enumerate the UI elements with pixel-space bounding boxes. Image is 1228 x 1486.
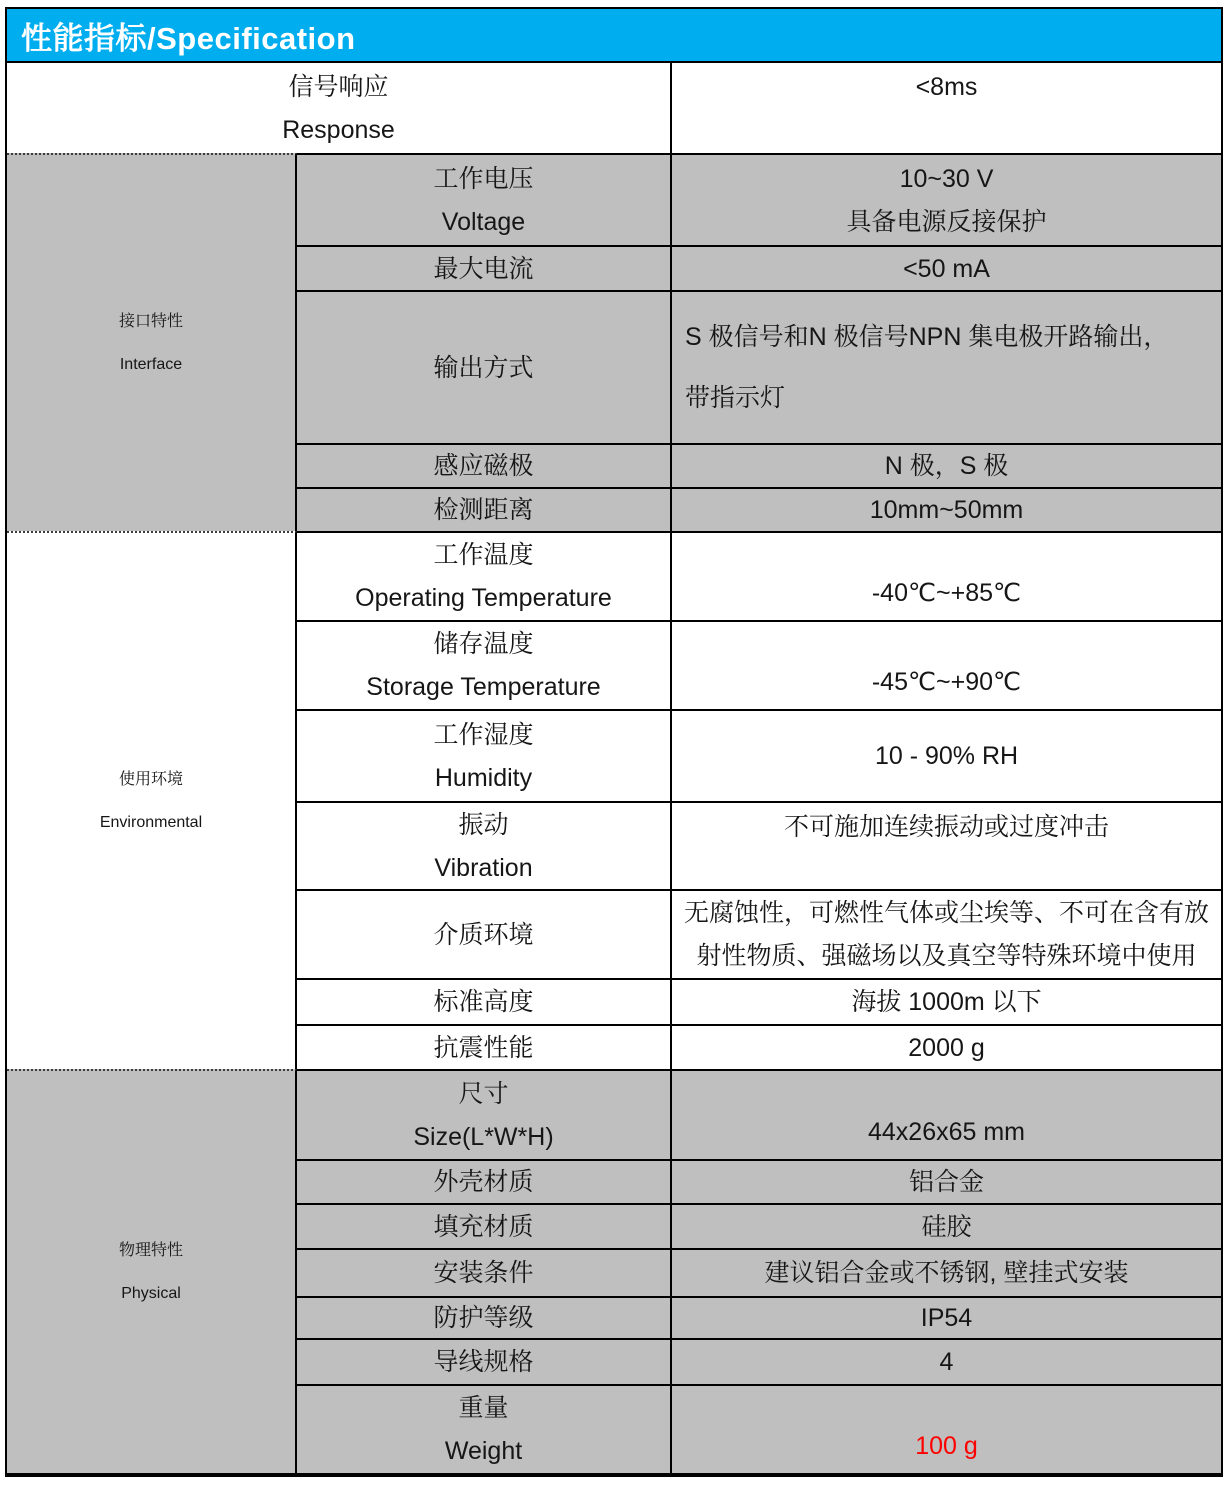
storage-temperature-label-cell	[297, 622, 672, 709]
detect-distance-label-cell	[297, 489, 672, 531]
vibration-value-cell	[672, 803, 1221, 889]
output-mode-value-1: S 极信号和N 极信号NPN 集电极开路输出，	[685, 323, 1169, 351]
medium-environment-label-cell	[297, 891, 672, 978]
humidity-label-en: Humidity	[434, 763, 533, 792]
response-value-cell	[672, 63, 1221, 153]
specification-table	[5, 7, 1223, 1477]
magnetic-pole-value: N 极，S 极	[884, 452, 1009, 480]
response-label-en: Response	[282, 115, 395, 144]
storage-temperature-label-zh: 储存温度	[433, 630, 534, 658]
storage-temperature-value-cell	[672, 622, 1221, 709]
medium-environment-value-cell	[672, 891, 1221, 978]
weight-label-zh: 重量	[458, 1394, 509, 1422]
vibration-label-en: Vibration	[434, 853, 533, 882]
response-value: <8ms	[915, 73, 978, 101]
row-wire-spec	[297, 1338, 1221, 1384]
storage-temperature-label-en: Storage Temperature	[366, 673, 601, 701]
group-physical-name-en: Physical	[121, 1284, 181, 1302]
detect-distance-label-zh: 检测距离	[433, 496, 534, 524]
max-current-value: <50 mA	[903, 254, 990, 283]
ip-rating-label-cell	[297, 1298, 672, 1338]
row-humidity	[297, 709, 1221, 801]
weight-label-cell	[297, 1386, 672, 1473]
humidity-value: 10 - 90% RH	[874, 742, 1019, 770]
wire-spec-value-cell	[672, 1340, 1221, 1384]
vibration-label-zh: 振动	[458, 810, 509, 839]
voltage-label-en: Voltage	[441, 207, 526, 236]
size-label-zh: 尺寸	[458, 1079, 509, 1108]
row-operating-temperature	[297, 531, 1221, 620]
row-ip-rating	[297, 1296, 1221, 1338]
detect-distance-value-cell	[672, 489, 1221, 531]
voltage-value-2: 具备电源反接保护	[846, 207, 1047, 236]
filling-material-value: 硅胶	[921, 1212, 972, 1241]
filling-material-value-cell	[672, 1205, 1221, 1248]
table-header	[7, 9, 1221, 63]
weight-label-en: Weight	[444, 1437, 523, 1465]
voltage-label-zh: 工作电压	[433, 164, 534, 193]
row-altitude	[297, 978, 1221, 1024]
group-environmental-rows	[297, 531, 1221, 1069]
group-interface-name-en: Interface	[119, 355, 183, 373]
shock-resistance-value-cell	[672, 1026, 1221, 1069]
wire-spec-value: 4	[939, 1348, 954, 1376]
housing-material-label-zh: 外壳材质	[433, 1168, 534, 1196]
altitude-value: 海拔 1000m 以下	[851, 988, 1042, 1016]
size-label-cell	[297, 1071, 672, 1159]
row-housing-material	[297, 1159, 1221, 1203]
group-label-interface	[7, 153, 297, 531]
row-mounting	[297, 1248, 1221, 1296]
group-interface-rows	[297, 153, 1221, 531]
housing-material-value-cell	[672, 1161, 1221, 1203]
housing-material-label-cell	[297, 1161, 672, 1203]
max-current-value-cell	[672, 247, 1221, 290]
mounting-value-cell	[672, 1250, 1221, 1296]
mounting-value: 建议铝合金或不锈钢, 壁挂式安装	[764, 1259, 1129, 1287]
row-medium-environment	[297, 889, 1221, 978]
ip-rating-value: IP54	[920, 1304, 973, 1332]
voltage-value-cell	[672, 155, 1221, 245]
group-interface-name-zh: 接口特性	[118, 312, 183, 330]
humidity-label-cell	[297, 711, 672, 801]
output-mode-value-cell	[672, 292, 1221, 443]
filling-material-label-zh: 填充材质	[433, 1212, 534, 1241]
row-storage-temperature	[297, 620, 1221, 709]
table-title: 性能指标/Specification	[21, 20, 356, 56]
group-physical-name-zh: 物理特性	[118, 1241, 183, 1259]
storage-temperature-value: -45℃~+90℃	[871, 668, 1022, 696]
group-label-physical	[7, 1069, 297, 1473]
filling-material-label-cell	[297, 1205, 672, 1248]
operating-temperature-label-en: Operating Temperature	[355, 584, 612, 612]
row-magnetic-pole	[297, 443, 1221, 487]
output-mode-label-cell	[297, 292, 672, 443]
altitude-label-cell	[297, 980, 672, 1024]
response-label-cell	[7, 63, 672, 153]
altitude-label-zh: 标准高度	[433, 988, 534, 1016]
mounting-label-zh: 安装条件	[433, 1259, 534, 1287]
humidity-value-cell	[672, 711, 1221, 801]
row-response	[7, 63, 1221, 153]
row-vibration	[297, 801, 1221, 889]
detect-distance-value: 10mm~50mm	[869, 496, 1024, 524]
group-environmental-name-zh: 使用环境	[118, 770, 183, 788]
magnetic-pole-value-cell	[672, 445, 1221, 487]
weight-value: 100 g	[915, 1432, 978, 1460]
magnetic-pole-label-zh: 感应磁极	[433, 452, 534, 480]
ip-rating-label-zh: 防护等级	[433, 1304, 534, 1332]
altitude-value-cell	[672, 980, 1221, 1024]
operating-temperature-label-zh: 工作温度	[433, 541, 534, 569]
shock-resistance-value: 2000 g	[908, 1033, 985, 1062]
wire-spec-label-zh: 导线规格	[433, 1348, 534, 1376]
humidity-label-zh: 工作湿度	[433, 720, 534, 749]
row-max-current	[297, 245, 1221, 290]
operating-temperature-label-cell	[297, 533, 672, 620]
response-label-zh: 信号响应	[288, 72, 389, 101]
weight-value-cell	[672, 1386, 1221, 1473]
row-output-mode	[297, 290, 1221, 443]
mounting-label-cell	[297, 1250, 672, 1296]
output-mode-label-zh: 输出方式	[433, 353, 534, 382]
row-voltage	[297, 153, 1221, 245]
row-shock-resistance	[297, 1024, 1221, 1069]
vibration-value: 不可施加连续振动或过度冲击	[783, 813, 1109, 841]
group-physical	[7, 1069, 1221, 1473]
row-filling-material	[297, 1203, 1221, 1248]
vibration-label-cell	[297, 803, 672, 889]
group-interface	[7, 153, 1221, 531]
medium-environment-label-zh: 介质环境	[433, 920, 534, 949]
group-physical-rows	[297, 1069, 1221, 1473]
operating-temperature-value: -40℃~+85℃	[871, 579, 1022, 607]
size-value: 44x26x65 mm	[867, 1118, 1026, 1146]
row-size	[297, 1069, 1221, 1159]
max-current-label-cell	[297, 247, 672, 290]
wire-spec-label-cell	[297, 1340, 672, 1384]
size-value-cell	[672, 1071, 1221, 1159]
row-weight	[297, 1384, 1221, 1473]
voltage-value-1: 10~30 V	[899, 164, 994, 193]
output-mode-value-2: 带指示灯	[685, 384, 786, 412]
group-label-environmental	[7, 531, 297, 1069]
operating-temperature-value-cell	[672, 533, 1221, 620]
medium-environment-value: 无腐蚀性，可燃性气体或尘埃等、不可在含有放射性物质、强磁场以及真空等特殊环境中使用	[683, 898, 1209, 970]
group-environmental	[7, 531, 1221, 1069]
ip-rating-value-cell	[672, 1298, 1221, 1338]
shock-resistance-label-zh: 抗震性能	[433, 1033, 534, 1062]
size-label-en: Size(L*W*H)	[413, 1122, 554, 1151]
housing-material-value: 铝合金	[908, 1168, 984, 1196]
group-environmental-name-en: Environmental	[99, 813, 203, 831]
voltage-label-cell	[297, 155, 672, 245]
magnetic-pole-label-cell	[297, 445, 672, 487]
max-current-label-zh: 最大电流	[433, 254, 534, 283]
shock-resistance-label-cell	[297, 1026, 672, 1069]
row-detect-distance	[297, 487, 1221, 531]
